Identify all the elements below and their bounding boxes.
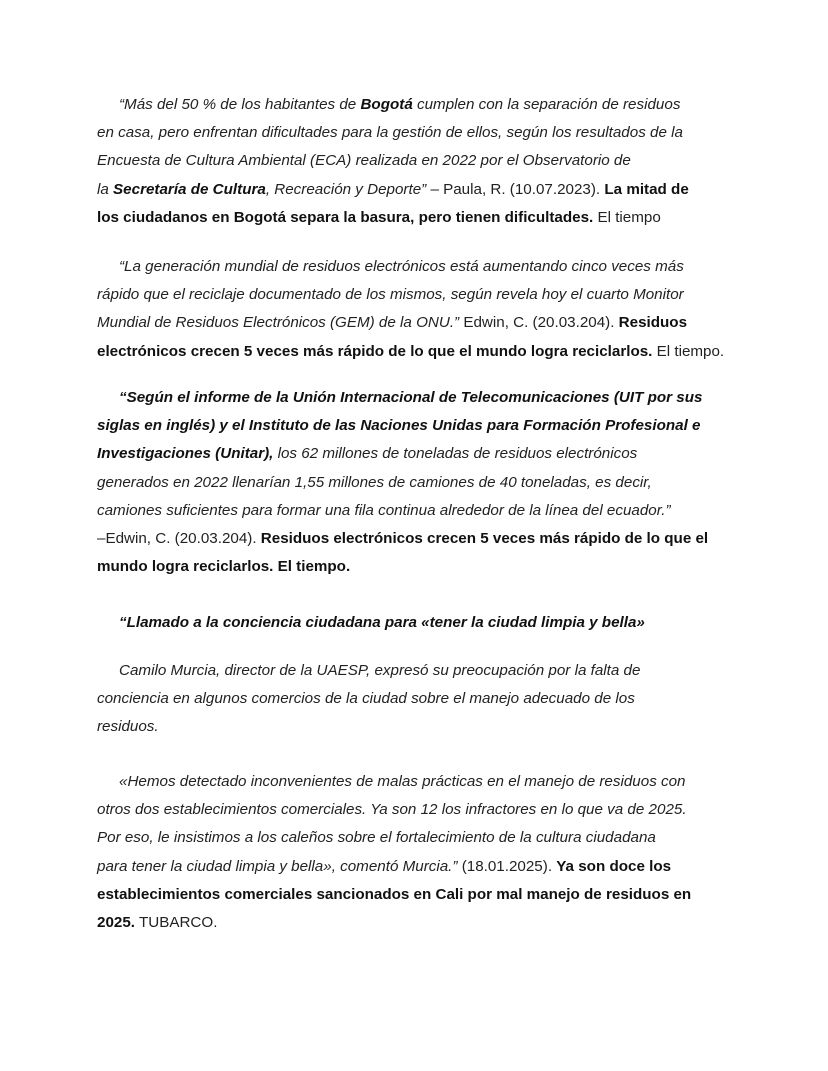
line: “La generación mundial de residuos electrónicos está aumentando cinco veces más	[119, 258, 684, 275]
quote-heading: “Llamado a la conciencia ciudadana para «tener la ciudad limpia y bella»	[119, 614, 645, 631]
secretaria-bold: Secretaría de Cultura	[113, 180, 266, 198]
citation: – Paula, R. (10.07.2023).	[426, 180, 605, 198]
article-title: electrónicos crecen 5 veces más rápido de lo que el mundo logra reciclarlos.	[97, 342, 653, 360]
source-name: TUBARCO.	[135, 914, 218, 932]
line: “Según el informe de la Unión Internacional de Telecomunicaciones (UIT por sus	[119, 389, 703, 406]
quote-bogota-paragraph	[97, 91, 747, 232]
line: conciencia en algunos comercios de la ciudad sobre el manejo adecuado de los	[97, 690, 635, 708]
quote-uit-report-paragraph	[97, 384, 747, 581]
line: Camilo Murcia, director de la UAESP, expresó su preocupación por la falta de	[119, 662, 641, 679]
source-name: El tiempo	[593, 208, 661, 226]
line: rápido que el reciclaje documentado de los mismos, según revela hoy el cuarto Monitor	[97, 286, 684, 304]
line: la Secretaría de Cultura, Recreación y Deporte” – Paula, R. (10.07.2023). La mitad de	[97, 180, 689, 198]
line: “Más del 50 % de los habitantes de Bogotá cumplen con la separación de residuos	[119, 96, 681, 113]
article-title: La mitad de	[604, 180, 689, 198]
quote-ewaste-growth-paragraph	[97, 253, 747, 366]
citation: –Edwin, C. (20.03.204).	[97, 530, 261, 548]
bogota-bold: Bogotá	[360, 96, 413, 113]
line: Por eso, le insistimos a los caleños sobre el fortalecimiento de la cultura ciudadana	[97, 829, 656, 847]
article-title: Ya son doce los	[556, 857, 672, 875]
line: residuos.	[97, 718, 159, 736]
article-title: Residuos	[618, 314, 688, 332]
line: siglas en inglés) y el Instituto de las Naciones Unidas para Formación Profesional e	[97, 417, 701, 435]
article-title: 2025.	[97, 914, 136, 932]
line: generados en 2022 llenarían 1,55 millones de camiones de 40 toneladas, es decir,	[97, 473, 652, 491]
line: en casa, pero enfrentan dificultades para la gestión de ellos, según los resultados de la	[97, 124, 683, 142]
quote-heading-paragraph	[97, 609, 747, 637]
murcia-quote-paragraph	[97, 768, 747, 937]
article-title: los ciudadanos en Bogotá separa la basura, pero tienen dificultades.	[97, 208, 594, 226]
murcia-statement-paragraph	[97, 657, 747, 742]
line	[97, 525, 747, 553]
article-title: Residuos electrónicos crecen 5 veces más rápido de lo que el	[260, 530, 709, 548]
line: Encuesta de Cultura Ambiental (ECA) realizada en 2022 por el Observatorio de	[97, 152, 631, 170]
line: Mundial de Residuos Electrónicos (GEM) de la ONU.” Edwin, C. (20.03.204). Residuos	[97, 314, 688, 332]
line	[97, 204, 747, 232]
citation: (18.01.2025).	[457, 857, 557, 875]
line: otros dos establecimientos comerciales. Ya son 12 los infractores en lo que va de 2025.	[97, 801, 687, 819]
citation: Edwin, C. (20.03.204).	[459, 314, 619, 332]
line	[97, 338, 747, 366]
line: «Hemos detectado inconvenientes de malas prácticas en el manejo de residuos con	[119, 773, 686, 790]
line: mundo logra reciclarlos. El tiempo.	[97, 558, 351, 576]
source-name: El tiempo.	[652, 342, 725, 360]
line: camiones suficientes para formar una fila continua alrededor de la línea del ecuador.”	[97, 501, 671, 519]
line: para tener la ciudad limpia y bella», comentó Murcia.” (18.01.2025). Ya son doce los	[97, 857, 672, 875]
line	[97, 909, 747, 937]
line: Investigaciones (Unitar), los 62 millones de toneladas de residuos electrónicos	[97, 445, 638, 463]
line: establecimientos comerciales sancionados en Cali por mal manejo de residuos en	[97, 885, 692, 903]
